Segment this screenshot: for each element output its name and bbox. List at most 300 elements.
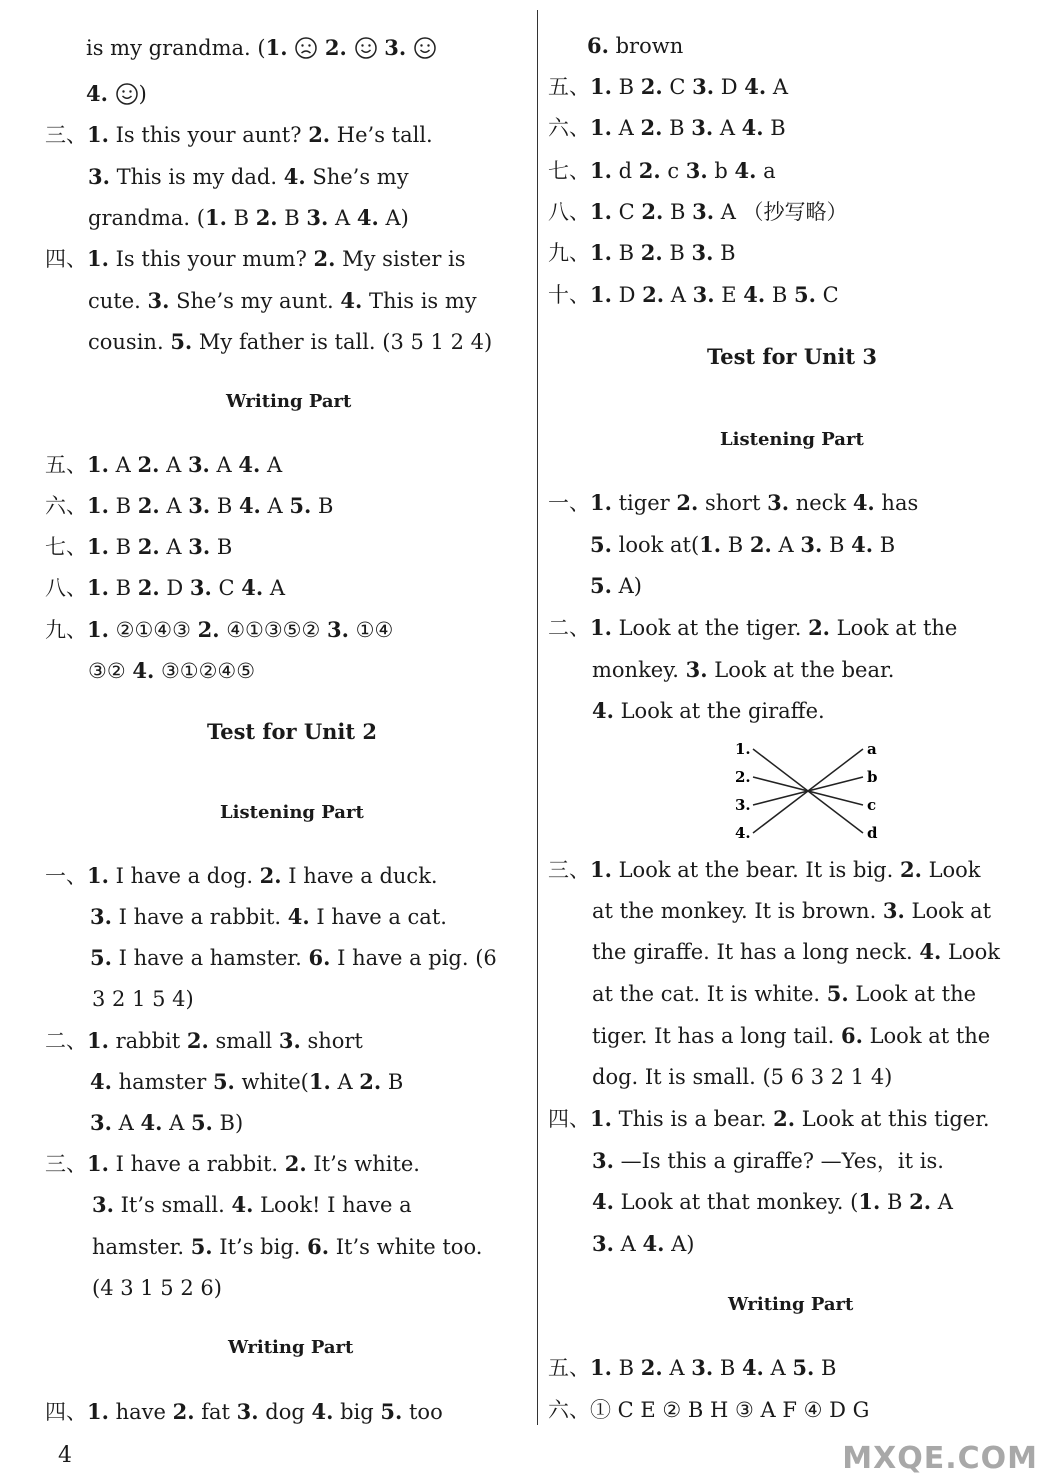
answer-text: A （抄写略） [714, 200, 848, 224]
part-heading: Writing Part [228, 1337, 354, 1358]
answer-text: short [300, 1029, 363, 1053]
item-number: 2. [324, 35, 347, 60]
answer-text: short [698, 491, 768, 515]
answer-text: Is this your mum? [108, 247, 314, 271]
answer-text: B [381, 1070, 404, 1094]
answer-text: Look [941, 940, 1000, 964]
answer-text: too [402, 1400, 443, 1424]
answer-text: cute. [88, 289, 148, 313]
match-left-4: 4. [735, 824, 751, 842]
item-number: 6. [840, 1023, 863, 1048]
item-number: 4. [744, 74, 767, 99]
item-number: 4. [86, 81, 108, 106]
answer-text: 七、 [45, 535, 87, 559]
answer-text: B) [212, 1111, 244, 1135]
answer-text: Look! I have a [253, 1193, 412, 1217]
matching-diagram [731, 737, 881, 843]
item-number: 4. [592, 1189, 614, 1214]
answer-text: I have a cat. [309, 905, 447, 929]
answer-text: It’s white. [306, 1152, 420, 1176]
item-number: 1. [590, 115, 612, 140]
answer-text: A [108, 453, 138, 477]
answer-text: It’s big. [212, 1235, 308, 1259]
answer-line [548, 197, 848, 227]
answer-text: C [211, 576, 242, 600]
item-number: 4. [851, 532, 874, 557]
answer-text: 二、 [45, 1029, 87, 1053]
match-right-a: a [867, 740, 877, 758]
item-number: 1. [590, 199, 612, 224]
item-number: 6. [308, 945, 331, 970]
answer-text: D [714, 75, 745, 99]
item-number: 2. [359, 1069, 382, 1094]
answer-line [592, 1146, 944, 1176]
answer-text: B [663, 200, 693, 224]
item-number: 3. [88, 164, 110, 189]
answer-text: small [208, 1029, 279, 1053]
answer-text: It’s small. [113, 1193, 232, 1217]
answer-text: white( [234, 1070, 309, 1094]
item-number: 3. [90, 1110, 112, 1135]
item-number: 4. [287, 904, 310, 929]
item-number: 2. [638, 158, 661, 183]
answer-text: B [880, 1190, 910, 1214]
answer-line [86, 79, 147, 109]
item-number: 4. [592, 698, 614, 723]
answer-line [88, 286, 477, 316]
answer-text: 一、 [548, 491, 590, 515]
item-number: 4. [743, 282, 766, 307]
answer-text: 六、 [548, 116, 590, 140]
item-number: 1. [590, 158, 612, 183]
item-number: 2. [137, 534, 160, 559]
item-number: 3. [692, 199, 715, 224]
answer-line [587, 31, 683, 61]
answer-text [288, 36, 295, 60]
answer-text: 一、 [45, 864, 87, 888]
item-number: 3. [800, 532, 823, 557]
item-number: 3. [691, 1355, 714, 1380]
item-number: 3. [692, 282, 715, 307]
answer-line [592, 1021, 990, 1051]
answer-line [45, 1026, 363, 1056]
answer-text: A) [378, 206, 409, 230]
item-number: 3. [384, 35, 407, 60]
item-number: 2. [676, 490, 699, 515]
answer-line [592, 655, 894, 685]
part-heading: Listening Part [720, 429, 864, 450]
item-number: 5. [90, 945, 112, 970]
item-number: 6. [587, 33, 609, 58]
answer-text: C [611, 200, 642, 224]
answer-text: 四、 [45, 1400, 87, 1424]
item-number: 3. [592, 1231, 614, 1256]
answer-text: D [611, 283, 643, 307]
answer-text [347, 36, 354, 60]
answer-text: She’s my aunt. [169, 289, 341, 313]
answer-text: A) [664, 1232, 695, 1256]
answer-line [45, 491, 333, 521]
answer-text: Look at the [862, 1024, 991, 1048]
answer-text: b [707, 159, 735, 183]
answer-line [548, 238, 736, 268]
item-number: 2. [172, 1399, 195, 1424]
answer-line [45, 120, 433, 150]
item-number: 5. [190, 1110, 213, 1135]
answer-line [45, 861, 438, 891]
answer-line [90, 1108, 243, 1138]
answer-line [45, 532, 232, 562]
item-number: 5. [190, 1234, 213, 1259]
answer-text: 二、 [548, 616, 590, 640]
item-number: 1. [265, 35, 288, 60]
answer-text: ①④ [348, 618, 394, 642]
item-number: 4. [241, 575, 264, 600]
answer-text: She’s my [305, 165, 409, 189]
answer-line [92, 1273, 222, 1303]
item-number: 3. [592, 1148, 614, 1173]
answer-text [108, 82, 115, 106]
answer-line [45, 1397, 443, 1427]
answer-text: d [611, 159, 639, 183]
answer-text: 三、 [548, 858, 590, 882]
answer-line [548, 280, 839, 310]
item-number: 1. [87, 863, 109, 888]
item-number: 4. [340, 288, 363, 313]
answer-text: Is this your aunt? [108, 123, 309, 147]
answer-text: ②①④③ [108, 618, 198, 642]
answer-line [548, 113, 786, 143]
item-number: 1. [87, 617, 109, 642]
item-number: 1. [858, 1189, 881, 1214]
item-number: 1. [87, 122, 109, 147]
answer-text: is my grandma. ( [86, 36, 266, 60]
match-right-c: c [867, 796, 877, 814]
answer-text: My father is tall. (3 5 1 2 4) [192, 330, 493, 354]
answer-text: the giraffe. It has a long neck. [592, 940, 920, 964]
item-number: 3. [189, 575, 212, 600]
answer-text: He’s tall. [330, 123, 433, 147]
answer-line [592, 696, 825, 726]
item-number: 3. [882, 898, 905, 923]
answer-text: c [660, 159, 686, 183]
page-number: 4 [58, 1443, 72, 1468]
item-number: 5. [793, 282, 816, 307]
answer-line [88, 656, 255, 686]
answer-text: at the monkey. It is brown. [592, 899, 883, 923]
answer-line [548, 156, 776, 186]
item-number: 3. [306, 205, 329, 230]
answer-text: B [108, 494, 138, 518]
item-number: 4. [356, 205, 379, 230]
answer-line [92, 1232, 482, 1262]
answer-text: cousin. [88, 330, 171, 354]
answer-text: 3 2 1 5 4) [92, 987, 194, 1011]
item-number: 1. [590, 282, 612, 307]
answer-text: ③①②④⑤ [154, 659, 256, 683]
answer-text: D [159, 576, 190, 600]
answer-text: 五、 [45, 453, 87, 477]
happy-face-icon [413, 36, 437, 60]
answer-text: B [210, 494, 239, 518]
answer-text: I have a rabbit. [111, 905, 288, 929]
item-number: 4. [311, 1399, 334, 1424]
item-number: 2. [137, 493, 160, 518]
answer-text: A [611, 116, 641, 140]
answer-text: B [226, 206, 256, 230]
answer-text: look at( [611, 533, 700, 557]
answer-line [592, 896, 991, 926]
answer-line [592, 1187, 953, 1217]
answer-text: 九、 [45, 618, 87, 642]
answer-text: a [756, 159, 776, 183]
answer-line [592, 937, 1000, 967]
answer-line [590, 530, 895, 560]
answer-line [45, 450, 282, 480]
answer-text: A [766, 75, 788, 99]
item-number: 5. [289, 493, 312, 518]
answer-text: Look at the [848, 982, 977, 1006]
item-number: 3. [278, 1028, 301, 1053]
answer-text: A [263, 576, 285, 600]
answer-text: ③② [88, 659, 133, 683]
item-number: 4. [919, 939, 942, 964]
item-number: 4. [132, 658, 155, 683]
answer-text: (4 3 1 5 2 6) [92, 1276, 222, 1300]
item-number: 4. [741, 115, 764, 140]
answer-text: B [311, 494, 334, 518]
answer-line [548, 72, 788, 102]
item-number: 4. [238, 452, 261, 477]
item-number: 1. [204, 205, 227, 230]
item-number: 5. [212, 1069, 235, 1094]
answer-text: B [713, 241, 736, 265]
answer-text: Look at the giraffe. [613, 699, 825, 723]
answer-text: 六、 [45, 494, 87, 518]
answer-text: B [611, 75, 641, 99]
item-number: 2. [259, 863, 282, 888]
answer-text: B [873, 533, 896, 557]
item-number: 2. [640, 74, 663, 99]
item-number: 4. [238, 493, 261, 518]
answer-text: C [815, 283, 839, 307]
answer-text: A [931, 1190, 953, 1214]
item-number: 4. [283, 164, 306, 189]
answer-text: has [874, 491, 919, 515]
item-number: 3. [90, 904, 112, 929]
answer-text: A [159, 535, 189, 559]
answer-text: have [108, 1400, 173, 1424]
item-number: 2. [640, 240, 663, 265]
answer-line [90, 902, 447, 932]
item-number: 2. [137, 452, 160, 477]
answer-text: fat [194, 1400, 237, 1424]
answer-line [548, 1395, 869, 1425]
answer-text: 四、 [45, 247, 87, 271]
item-number: 3. [147, 288, 170, 313]
item-number: 6. [307, 1234, 330, 1259]
answer-text: I have a hamster. [111, 946, 309, 970]
item-number: 1. [590, 490, 612, 515]
item-number: 5. [170, 329, 193, 354]
item-number: 1. [87, 575, 109, 600]
unit-heading: Test for Unit 3 [707, 344, 878, 369]
answer-text: This is my dad. [109, 165, 284, 189]
answer-line [592, 979, 976, 1009]
answer-text: grandma. ( [88, 206, 205, 230]
item-number: 4. [231, 1192, 254, 1217]
answer-text [406, 36, 413, 60]
answer-text: I have a duck. [281, 864, 438, 888]
answer-text: B [713, 1356, 742, 1380]
answer-text: A [330, 1070, 360, 1094]
item-number: 2. [899, 857, 922, 882]
answer-text: I have a pig. (6 [330, 946, 497, 970]
answer-text: hamster. [92, 1235, 191, 1259]
answer-text: dog [258, 1400, 312, 1424]
answer-line [92, 1190, 412, 1220]
answer-text: Look at the [830, 616, 958, 640]
match-left-1: 1. [735, 740, 751, 758]
answer-line [548, 1353, 836, 1383]
answer-line [592, 1062, 892, 1092]
item-number: 3. [692, 74, 715, 99]
answer-text [318, 36, 325, 60]
answer-text: 六、① C E ② B H ③ A F ④ D G [548, 1398, 870, 1422]
item-number: 1. [590, 1355, 612, 1380]
answer-line [88, 327, 492, 357]
answer-text: monkey. [592, 658, 686, 682]
happy-face-icon [115, 82, 139, 106]
answer-text: A [209, 453, 239, 477]
answer-line [548, 488, 918, 518]
item-number: 1. [87, 1399, 109, 1424]
answer-text: B [822, 533, 852, 557]
answer-text: 九、 [548, 241, 590, 265]
item-number: 3. [188, 534, 211, 559]
answer-text: A) [611, 574, 642, 598]
part-heading: Writing Part [728, 1294, 854, 1315]
match-left-3: 3. [735, 796, 751, 814]
item-number: 1. [87, 246, 109, 271]
answer-text: I have a dog. [108, 864, 260, 888]
answer-text: I have a rabbit. [108, 1152, 285, 1176]
item-number: 5. [380, 1399, 403, 1424]
answer-text: hamster [111, 1070, 213, 1094]
item-number: 5. [590, 573, 612, 598]
item-number: 1. [308, 1069, 331, 1094]
item-number: 1. [87, 452, 109, 477]
answer-text: neck [789, 491, 853, 515]
item-number: 5. [590, 532, 612, 557]
answer-text: Look at that monkey. ( [613, 1190, 859, 1214]
item-number: 3. [685, 657, 708, 682]
answer-text: C [662, 75, 693, 99]
column-divider [537, 10, 538, 1425]
item-number: 2. [186, 1028, 209, 1053]
answer-line [45, 573, 285, 603]
item-number: 2. [313, 246, 336, 271]
item-number: 3. [691, 115, 714, 140]
item-number: 2. [284, 1151, 307, 1176]
answer-text: A [771, 533, 801, 557]
answer-text: —Is this a giraffe? —Yes，it is. [613, 1149, 944, 1173]
match-right-b: b [867, 768, 878, 786]
answer-text: B [662, 116, 692, 140]
answer-line [45, 244, 466, 274]
answer-text: B [765, 283, 794, 307]
item-number: 1. [590, 615, 612, 640]
item-number: 5. [792, 1355, 815, 1380]
item-number: 3. [327, 617, 349, 642]
answer-text: A [664, 283, 693, 307]
answer-line [92, 984, 194, 1014]
answer-text: A [159, 494, 189, 518]
answer-text: 五、 [548, 1356, 590, 1380]
part-heading: Listening Part [220, 802, 364, 823]
answer-text: tiger [611, 491, 677, 515]
item-number: 1. [590, 1106, 612, 1131]
item-number: 3. [188, 493, 211, 518]
answer-text: Look at the bear. It is big. [611, 858, 900, 882]
item-number: 2. [255, 205, 278, 230]
answer-text: Look at [904, 899, 992, 923]
item-number: 1. [87, 534, 109, 559]
answer-text: 十、 [548, 283, 590, 307]
answer-line [45, 615, 393, 645]
answer-text: This is a bear. [611, 1107, 774, 1131]
answer-text: rabbit [108, 1029, 187, 1053]
answer-text: A [159, 453, 188, 477]
answer-text: at the cat. It is white. [592, 982, 827, 1006]
item-number: 1. [590, 74, 612, 99]
answer-text: B [814, 1356, 837, 1380]
answer-line [86, 33, 437, 63]
item-number: 5. [826, 981, 849, 1006]
item-number: 2. [808, 615, 830, 640]
item-number: 1. [87, 1028, 109, 1053]
answer-text: A [763, 1356, 793, 1380]
watermark-logo: MXQE.COM [842, 1441, 1038, 1476]
unit-heading: Test for Unit 2 [207, 719, 378, 744]
item-number: 1. [699, 532, 722, 557]
item-number: 2. [197, 617, 220, 642]
answer-line [548, 855, 981, 885]
part-heading: Writing Part [226, 391, 352, 412]
item-number: 2. [642, 282, 665, 307]
answer-text: 八、 [45, 576, 87, 600]
answer-text: 八、 [548, 200, 590, 224]
answer-text: 四、 [548, 1107, 590, 1131]
item-number: 3. [92, 1192, 114, 1217]
item-number: 2. [749, 532, 772, 557]
item-number: 3. [187, 452, 210, 477]
answer-text: 七、 [548, 159, 590, 183]
answer-text: A [328, 206, 357, 230]
answer-text: B [277, 206, 307, 230]
answer-line [590, 571, 642, 601]
answer-line [592, 1229, 694, 1259]
answer-text: Look at this tiger. [795, 1107, 990, 1131]
answer-text: This is my [362, 289, 477, 313]
answer-text: B [763, 116, 786, 140]
item-number: 4. [734, 158, 757, 183]
answer-text: A [260, 453, 283, 477]
answer-text: E [714, 283, 744, 307]
answer-text: ) [138, 82, 147, 106]
answer-text: ④①③⑤② [219, 618, 328, 642]
answer-text: A [111, 1111, 141, 1135]
